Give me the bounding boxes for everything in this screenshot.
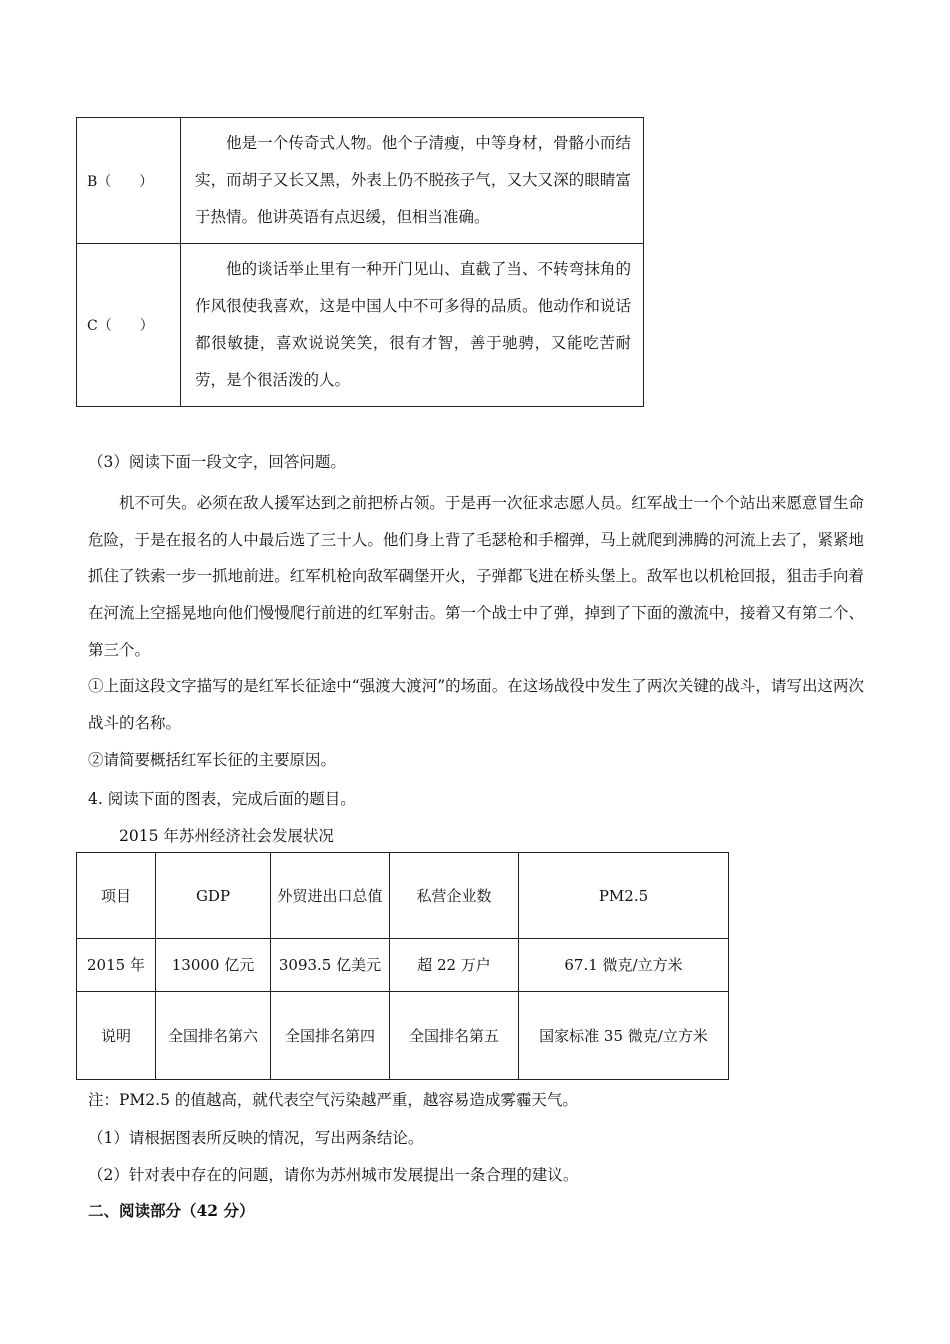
table-cell: 3093.5 亿美元 xyxy=(271,939,390,992)
header-cell: 项目 xyxy=(77,853,156,939)
question-3-sub2: ②请简要概括红军长征的主要原因。 xyxy=(88,751,337,769)
header-cell: 外贸进出口总值 xyxy=(271,853,390,939)
question-3-title: （3）阅读下面一段文字，回答问题。 xyxy=(88,453,346,471)
table-cell: 全国排名第五 xyxy=(390,992,519,1080)
table-cell: 2015 年 xyxy=(77,939,156,992)
table-cell: 超 22 万户 xyxy=(390,939,519,992)
row-label: B（ ） xyxy=(77,118,181,244)
question-4-sub1: （1）请根据图表所反映的情况，写出两条结论。 xyxy=(88,1129,424,1147)
table-cell: 说明 xyxy=(77,992,156,1080)
table-cell: 国家标准 35 微克/立方米 xyxy=(519,992,729,1080)
table-row xyxy=(77,118,644,244)
table-cell: 67.1 微克/立方米 xyxy=(519,939,729,992)
question-3-sub1: ①上面这段文字描写的是红军长征途中“强渡大渡河”的场面。在这场战役中发生了两次关键的战斗，请写出这两次战斗的名称。 xyxy=(88,677,864,732)
table-row xyxy=(77,992,729,1080)
section-heading: 二、阅读部分（42 分） xyxy=(88,1201,255,1220)
question-3-passage: 机不可失。必须在敌人援军达到之前把桥占领。于是再一次征求志愿人员。红军战士一个个站出来愿意冒生命危险，于是在报名的人中最后选了三十人。他们身上背了毛瑟枪和手榴弹，马上就爬到沸腾的河流上去了，紧紧地抓住了铁索一步一抓地前进。红军机枪向敌军碉堡开火，子弹都飞进在桥头堡上。敌军也以机枪回报，狙击手向着在河流上空摇晃地向他们慢慢爬行前进的红军射击。第一个战士中了弹，掉到了下面的激流中，接着又有第二个、第三个。 xyxy=(88,494,864,659)
table-caption: 2015 年苏州经济社会发展状况 xyxy=(119,827,334,845)
table-row xyxy=(77,939,729,992)
suzhou-development-table xyxy=(76,852,729,1080)
table-cell: 13000 亿元 xyxy=(156,939,271,992)
row-description: 他是一个传奇式人物。他个子清瘦，中等身材，骨骼小而结实，而胡子又长又黑，外表上仍不脱孩子气，又大又深的眼睛富于热情。他讲英语有点迟缓，但相当准确。 xyxy=(181,118,644,244)
question-4-sub2: （2）针对表中存在的问题，请你为苏州城市发展提出一条合理的建议。 xyxy=(88,1166,579,1184)
character-description-table xyxy=(76,117,644,407)
header-cell: GDP xyxy=(156,853,271,939)
table-cell: 全国排名第四 xyxy=(271,992,390,1080)
header-cell: 私营企业数 xyxy=(390,853,519,939)
table-cell: 全国排名第六 xyxy=(156,992,271,1080)
table-header-row xyxy=(77,853,729,939)
table-note: 注：PM2.5 的值越高，就代表空气污染越严重，越容易造成雾霾天气。 xyxy=(88,1091,578,1109)
header-cell: PM2.5 xyxy=(519,853,729,939)
row-label: C（ ） xyxy=(77,244,181,407)
table-row xyxy=(77,244,644,407)
question-4-title: 4. 阅读下面的图表，完成后面的题目。 xyxy=(88,790,356,808)
row-description: 他的谈话举止里有一种开门见山、直截了当、不转弯抹角的作风很使我喜欢，这是中国人中不可多得的品质。他动作和说话都很敏捷，喜欢说说笑笑，很有才智，善于驰骋，又能吃苦耐劳，是个很活泼的人。 xyxy=(181,244,644,407)
